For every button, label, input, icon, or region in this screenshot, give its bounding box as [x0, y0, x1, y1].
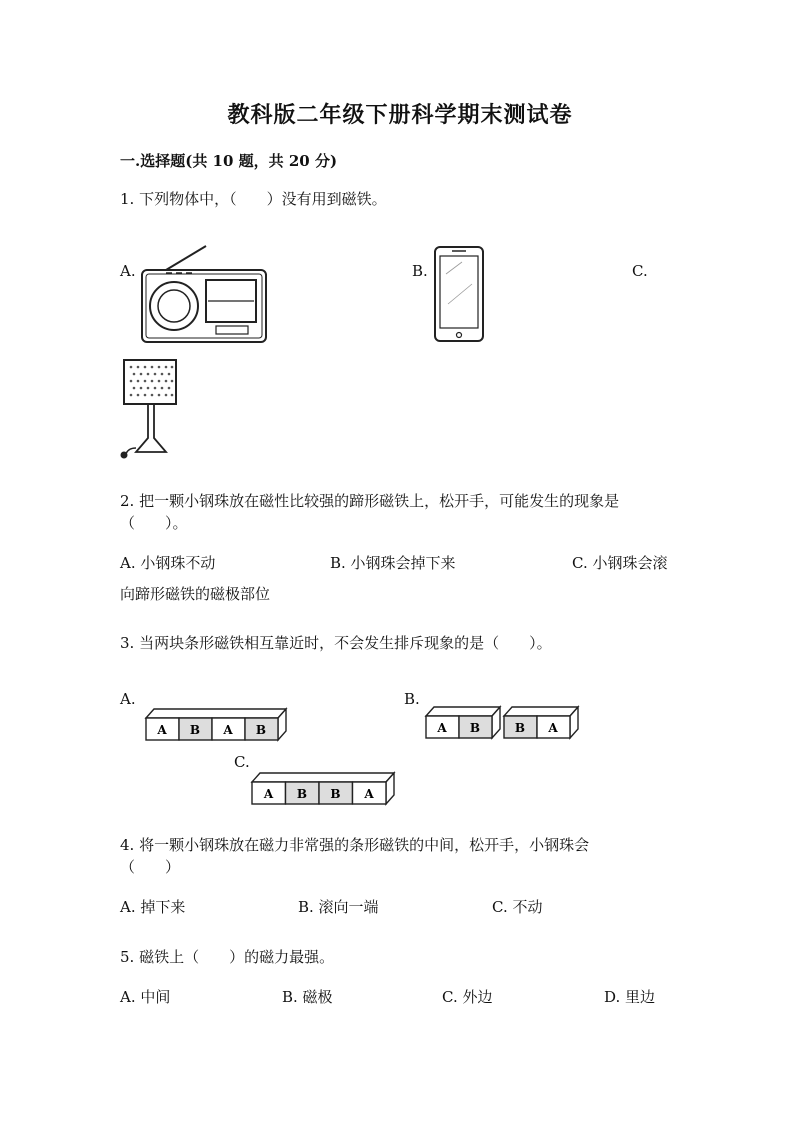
q1-option-b-label: B.: [412, 262, 428, 280]
magnet-label: B: [330, 787, 341, 801]
lamp-illustration: [116, 356, 182, 460]
magnet-pair-a: [140, 702, 290, 742]
q4-stem-line2: （ ）: [120, 858, 181, 876]
q3-option-c-label: C.: [234, 753, 250, 771]
q4-option-a: A. 掉下来: [120, 898, 186, 916]
q2-stem-line1: 2. 把一颗小钢珠放在磁性比较强的蹄形磁铁上，松开手，可能发生的现象是: [120, 492, 620, 510]
q5-option-d: D. 里边: [604, 988, 656, 1006]
q3-option-a-label: A.: [120, 690, 136, 708]
q2-stem-line2: （ ）。: [120, 514, 188, 532]
magnet-label: A: [364, 787, 374, 801]
page-title: 教科版二年级下册科学期末测试卷: [227, 102, 573, 128]
radio-illustration: [136, 240, 272, 346]
q3-stem: 3. 当两块条形磁铁相互靠近时，不会发生排斥现象的是（ ）。: [120, 634, 552, 652]
magnet-pair-c: [246, 766, 398, 806]
q3-option-b-label: B.: [404, 690, 420, 708]
magnet-label: B: [296, 787, 308, 801]
magnet-label: A: [223, 723, 233, 737]
q5-option-a: A. 中间: [120, 988, 171, 1006]
magnet-label: B: [469, 721, 481, 735]
q5-option-c: C. 外边: [442, 988, 493, 1006]
q4-option-c: C. 不动: [492, 898, 543, 916]
q2-option-c-line1: C. 小钢珠会滚: [572, 554, 668, 572]
q2-option-b: B. 小钢珠会掉下来: [330, 554, 456, 572]
magnet-label: A: [548, 721, 558, 735]
magnet-label: B: [189, 723, 201, 737]
q1-option-c-label: C.: [632, 262, 648, 280]
q2-option-c-line2: 向蹄形磁铁的磁极部位: [120, 585, 271, 603]
magnet-label: A: [157, 723, 167, 737]
phone-illustration: [432, 244, 486, 344]
q5-stem: 5. 磁铁上（ ）的磁力最强。: [120, 948, 335, 966]
q1-stem: 1. 下列物体中，（ ）没有用到磁铁。: [120, 190, 387, 208]
magnet-label: B: [514, 721, 526, 735]
magnet-pair-b: [420, 700, 582, 740]
magnet-label: A: [437, 721, 447, 735]
q2-option-a: A. 小钢珠不动: [120, 554, 216, 572]
q4-stem-line1: 4. 将一颗小钢珠放在磁力非常强的条形磁铁的中间，松开手，小钢珠会: [120, 836, 590, 854]
magnet-label: A: [263, 787, 274, 801]
q1-option-a-label: A.: [120, 262, 136, 280]
section-heading: 一.选择题(共 10 题，共 20 分): [120, 152, 338, 170]
q4-option-b: B. 滚向一端: [298, 898, 379, 916]
q5-option-b: B. 磁极: [282, 988, 333, 1006]
magnet-label: B: [255, 723, 267, 737]
